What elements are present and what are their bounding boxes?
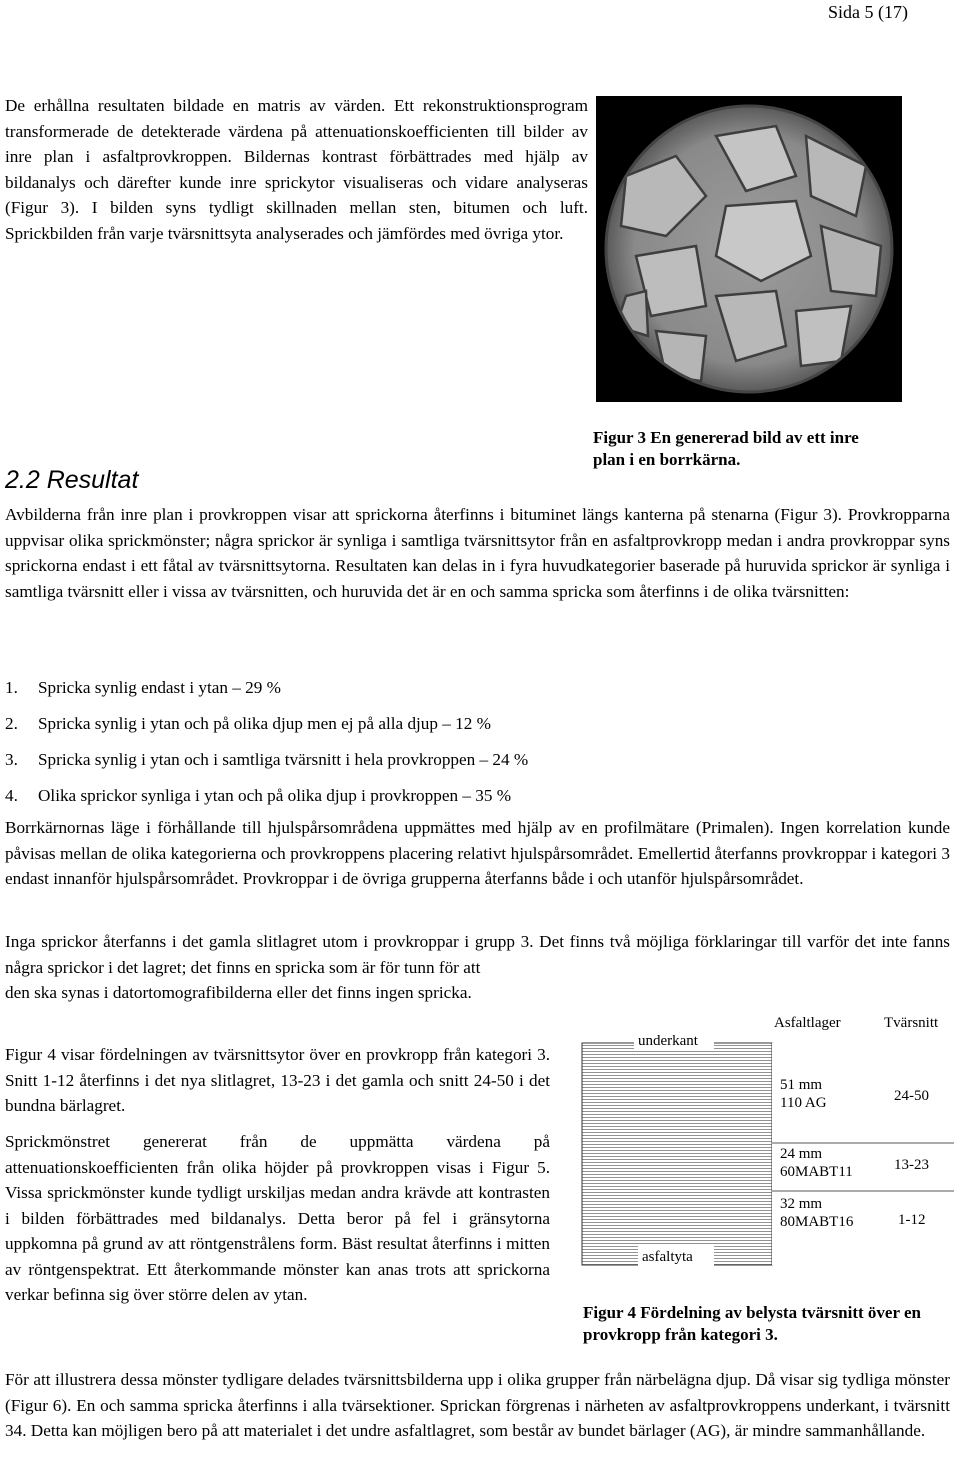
- layer-thickness: 51 mm: [780, 1077, 823, 1093]
- category-list: [5, 675, 950, 819]
- result-paragraph: Avbilderna från inre plan i provkroppen visar att sprickorna återfinns i bituminet längs kanterna på stenarna (Figur 3). Provkropparna uppvisar olika sprickmönster; några sprickor är synliga i samtliga tvärsnittsytor från en asfaltprovkropp medan i andra provkroppar syns sprickorna endast i ett fåtal av tvärsnittsytorna. Resultaten kan delas in i fyra huvudkategorier baserade på huruvida sprickor är synliga i samtliga tvärsnitt eller i vissa av tvärsnitten, och huruvida det är en och samma spricka som återfinns i de olika tvärsnitten:: [5, 505, 950, 601]
- figure4-diagram: [576, 1005, 956, 1285]
- layer-sections: 13-23: [894, 1157, 929, 1173]
- inga-sprickor-paragraph-end: den ska synas i datortomografibilderna eller det finns ingen spricka.: [5, 983, 472, 1002]
- figur4-paragraph: Figur 4 visar fördelningen av tvärsnittsytor över en provkropp från kategori 3. Snitt 1-12 återfinns i det nya slitlagret, 13-23 i det gamla och snitt 24-50 i det bundna bärlagret.: [5, 1045, 550, 1115]
- list-item-number: 3.: [5, 750, 18, 769]
- bottom-label: asfaltyta: [642, 1249, 693, 1265]
- intro-paragraph: De erhållna resultaten bildade en matris av värden. Ett rekonstruktionsprogram transformerade de detekterade värdena på attenuationskoefficienten till bilder av inre plan i asfaltprovkroppen. Bildernas kontrast förbättrades med hjälp av bildanalys och därefter kunde inre sprickytor visualiseras och vidare analyseras (Figur 3). I bilden syns tydligt skillnaden mellan sten, bitumen och luft. Sprickbilden från varje tvärsnittsyta analyserades och jämfördes med övriga ytor.: [5, 96, 588, 243]
- page-number: Sida 5 (17): [828, 2, 908, 22]
- list-item-text: Spricka synlig i ytan och i samtliga tvärsnitt i hela provkroppen – 24 %: [38, 750, 529, 769]
- core-profile: [582, 1043, 772, 1265]
- list-item-number: 1.: [5, 678, 18, 697]
- layer-sections: 24-50: [894, 1088, 929, 1104]
- list-item-number: 2.: [5, 714, 18, 733]
- layer-diagram: [576, 1005, 956, 1285]
- figure4-caption: Figur 4 Fördelning av belysta tvärsnitt över en provkropp från kategori 3.: [583, 1303, 921, 1344]
- list-item-text: Spricka synlig i ytan och på olika djup men ej på alla djup – 12 %: [38, 714, 491, 733]
- sprickmonster-paragraph: Sprickmönstret genererat från de uppmätta värdena på attenuationskoefficienten från olika höjder på provkroppen visas i Figur 5. Vissa sprickmönster kunde tydligt urskiljas medan andra krävde att kontrasten i bilden förbättrades med bildanalys. Detta beror på fel i gränsytorna uppkomna på grund av att röntgenstrålens form. Bäst resultat återfinns i mitten av röntgenspektrat. Ett återkommande mönster kan anas trots att sprickorna verkar befinna sig över större delen av ytan.: [5, 1132, 550, 1304]
- list-item-number: 4.: [5, 786, 18, 805]
- section-heading: 2.2 Resultat: [5, 466, 139, 494]
- list-item: [5, 783, 950, 819]
- layer-thickness: 24 mm: [780, 1146, 823, 1162]
- layer-name: 110 AG: [780, 1095, 827, 1111]
- list-item: [5, 711, 950, 747]
- layer-thickness: 32 mm: [780, 1196, 823, 1212]
- layer-sections: 1-12: [898, 1212, 926, 1228]
- borrkarnor-paragraph: Borrkärnornas läge i förhållande till hjulspårsområdena uppmättes med hjälp av en profilmätare (Primalen). Ingen korrelation kunde påvisas mellan de olika kategorierna och provkroppens placering relativt hjulspårsområdet. Emellertid återfanns provkroppar i kategori 3 endast innanför hjulspårsområdet. Provkroppar i de övriga grupperna återfanns både i och utanför hjulspårsområdet.: [5, 818, 950, 888]
- header-section-label: Tvärsnitt: [884, 1015, 939, 1031]
- list-item-text: Spricka synlig endast i ytan – 29 %: [38, 678, 281, 697]
- list-item-text: Olika sprickor synliga i ytan och på olika djup i provkroppen – 35 %: [38, 786, 512, 805]
- list-item: [5, 675, 950, 711]
- inga-sprickor-paragraph: Inga sprickor återfanns i det gamla slitlagret utom i provkroppar i grupp 3. Det finns två möjliga förklaringar till varför det inte fanns några sprickor i det lagret; det finns en spricka som är för tunn för att: [5, 932, 950, 977]
- list-item: [5, 747, 950, 783]
- ct-scan-graphic: [596, 96, 902, 402]
- figure3-ct-image: [596, 96, 902, 402]
- final-paragraph: För att illustrera dessa mönster tydligare delades tvärsnittsbilderna upp i olika grupper från närbelägna djup. Då visar sig tydliga mönster (Figur 6). En och samma spricka återfinns i alla tvärsektioner. Sprickan förgrenas i närheten av asfaltprovkroppens underkant, i tvärsnitt 34. Detta kan möjligen bero på att materialet i det undre asfaltlagret, som består av bundet bärlager (AG), är mindre sammanhållande.: [5, 1370, 950, 1440]
- layer-name: 80MABT16: [780, 1214, 854, 1230]
- top-label: underkant: [638, 1033, 698, 1049]
- header-layer-label: Asfaltlager: [774, 1015, 841, 1031]
- figure3-caption: Figur 3 En genererad bild av ett inre plan i en borrkärna.: [593, 428, 859, 469]
- layer-name: 60MABT11: [780, 1164, 853, 1180]
